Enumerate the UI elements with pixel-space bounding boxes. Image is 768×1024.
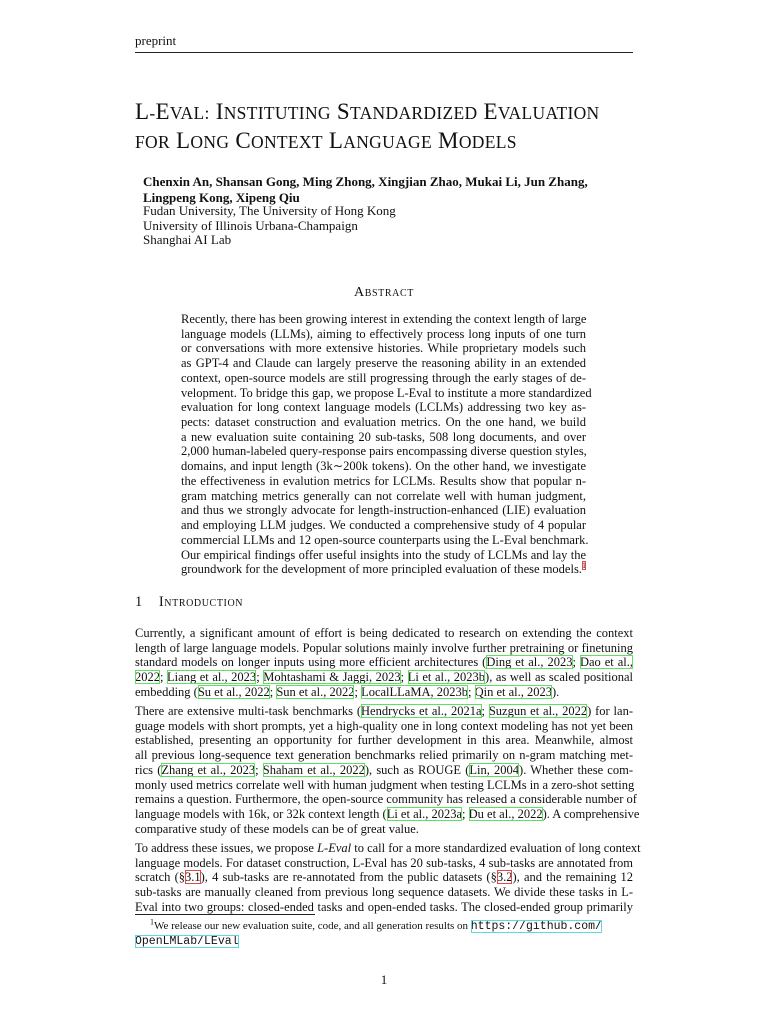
footnote-mark: 1 — [150, 917, 154, 927]
footnote-line-2 — [135, 934, 633, 949]
text-line: established, presenting an opportunity for further development in this area. Meanwhile, almost — [135, 733, 633, 748]
citation-link[interactable]: Du et al., 2022 — [468, 806, 543, 821]
abstract-line: velopment. To bridge this gap, we propose L-Eval to institute a more standardized — [181, 385, 592, 400]
footnote-marker-link[interactable]: 1 — [581, 561, 586, 571]
footnote-url-link-cont[interactable]: OpenLMLab/LEval — [135, 935, 239, 948]
text-line: monly used metrics correlate well with human judgment when testing LCLMs in a zero-shot setting — [135, 777, 635, 792]
citation-link[interactable]: Sun et al., 2022 — [276, 684, 355, 699]
abstract-line: Our empirical findings offer useful insights into the study of LCLMs and lay the — [181, 547, 586, 562]
affiliation-2: University of Illinois Urbana-Champaign — [143, 217, 358, 233]
text-line: Eval into two groups: closed-ended tasks and open-ended tasks. The closed-ended group primarily — [135, 899, 633, 914]
author-list — [143, 174, 613, 206]
abstract-line: pects: dataset construction and evaluation metrics. On the one hand, we build — [181, 415, 586, 430]
abstract-line: 2,000 human-labeled query-response pairs encompassing diverse question styles, — [181, 444, 587, 459]
citation-link[interactable]: 2022 — [135, 670, 160, 685]
citation-link[interactable]: Mohtashami & Jaggi, 2023 — [263, 670, 401, 685]
citation-link[interactable]: Li et al., 2023b — [407, 670, 486, 685]
title-line-2: FOR LONG CONTEXT LANGUAGE MODELS — [135, 128, 517, 153]
text-line: To address these issues, we propose L-Eval to call for a more standardized evaluation of long context — [135, 841, 641, 855]
text-line: language models. For dataset construction, L-Eval has 20 sub-tasks, 4 sub-tasks are annotated from — [135, 855, 633, 870]
text-line: language models with 16k, or 32k context length (Li et al., 2023a; Du et al., 2022). A comprehensive — [135, 806, 640, 821]
emphasis: L-Eval — [317, 841, 352, 855]
author-line-2: Lingpeng Kong, Xipeng Qiu — [143, 190, 300, 205]
abstract-line: context, open-source models are still progressing through the early stages of de- — [181, 370, 586, 385]
abstract-line: and employing LLM judges. We conducted a comprehensive study of 4 popular — [181, 518, 586, 533]
affiliations — [143, 204, 613, 248]
text-line: all previous long-sequence text generation benchmarks relied primarily on n-gram matching met- — [135, 748, 633, 763]
abstract-line: domains, and input length (3k∼200k tokens). On the other hand, we investigate — [181, 459, 586, 474]
affiliation-1: Fudan University, The University of Hong Kong — [143, 203, 396, 218]
abstract-line: groundwork for the development of more principled evaluation of these models.$^1$ — [181, 561, 586, 577]
footnote-text: We release our new evaluation suite, code, and all generation results on — [154, 920, 469, 932]
text-line: remains a question. Furthermore, the open-source community has released a considerable number of — [135, 792, 637, 807]
citation-link[interactable]: Dao et al., — [579, 655, 633, 670]
citation-link[interactable]: Lin, 2004 — [469, 762, 520, 777]
text-line: length of large language models. Popular solutions mainly involve further pretraining or finetuning — [135, 640, 633, 655]
section-number: 1 — [135, 594, 143, 610]
text-line: Currently, a significant amount of effort is being dedicated to research on extending the context — [135, 626, 633, 640]
text-line: 2022; Liang et al., 2023; Mohtashami & Jaggi, 2023; Li et al., 2023b), as well as scaled positional — [135, 670, 634, 685]
citation-link[interactable]: Qin et al., 2023 — [474, 684, 553, 699]
abstract-heading: Abstract — [354, 285, 414, 300]
author-line-1: Chenxin An, Shansan Gong, Ming Zhong, Xingjian Zhao, Mukai Li, Jun Zhang, — [143, 174, 588, 189]
intro-paragraph-2 — [135, 704, 640, 836]
abstract-line: or conversations with more extensive histories. While proprietary models such — [181, 341, 586, 356]
section-ref-link[interactable]: 3.1 — [185, 870, 201, 885]
footnote — [135, 919, 633, 949]
running-head: preprint — [135, 33, 633, 53]
text-line: embedding (Su et al., 2022; Sun et al., 2022; LocalLLaMA, 2023b; Qin et al., 2023). — [135, 684, 560, 699]
abstract-line: Recently, there has been growing interest in extending the context length of large — [181, 312, 587, 326]
citation-link[interactable]: Li et al., 2023a — [386, 806, 463, 821]
citation-link[interactable]: Liang et al., 2023 — [167, 670, 257, 685]
abstract-body — [181, 312, 592, 577]
abstract-line: as GPT-4 and Claude can largely preserve the reasoning ability in an extended — [181, 356, 586, 371]
footnote-rule — [135, 914, 315, 915]
citation-link[interactable]: Hendrycks et al., 2021a — [361, 704, 482, 718]
abstract-line: a new evaluation suite containing 20 sub-tasks, 508 long documents, and over — [181, 429, 586, 444]
section-ref-link[interactable]: 3.2 — [496, 870, 513, 885]
citation-link[interactable]: Zhang et al., 2023 — [161, 762, 256, 777]
citation-link[interactable]: Suzgun et al., 2022 — [488, 704, 588, 718]
citation-link[interactable]: Su et al., 2022 — [197, 684, 270, 699]
text-line: standard models on longer inputs using more efficient architectures (Ding et al., 2023; Dao et al., — [135, 655, 633, 670]
text-line: There are extensive multi-task benchmarks (Hendrycks et al., 2021a; Suzgun et al., 2022) for lan- — [135, 704, 633, 718]
abstract-line: and thus we strongly advocate for length-instruction-enhanced (LIE) evaluation — [181, 503, 586, 518]
citation-link[interactable]: Shaham et al., 2022 — [262, 762, 365, 777]
text-line: rics (Zhang et al., 2023; Shaham et al., 2022), such as ROUGE (Lin, 2004). Whether these com- — [135, 762, 633, 777]
abstract-line: language models (LLMs), aiming to effectively process long inputs of one turn — [181, 326, 586, 341]
text-line: sub-tasks are manually cleaned from previous long sequence datasets. We divide these tasks in L- — [135, 885, 633, 900]
page-number: 1 — [380, 972, 388, 987]
intro-paragraph-1 — [135, 626, 633, 700]
intro-paragraph-3 — [135, 841, 641, 915]
affiliation-3: Shanghai AI Lab — [143, 232, 232, 248]
footnote-line-1 — [135, 919, 633, 934]
section-heading-introduction — [135, 594, 243, 611]
footnote-url-link[interactable]: https://github.com/ — [470, 920, 602, 933]
text-line: guage models with short prompts, yet a high-quality one in long context modeling has not yet been — [135, 718, 633, 733]
abstract-line: evaluation for long context language models (LCLMs) addressing two key as- — [181, 400, 586, 415]
abstract-line: gram matching metrics generally can not correlate well with human judgment, — [181, 488, 586, 503]
text-line: comparative study of these models can be of great value. — [135, 821, 419, 836]
paper-title — [135, 98, 645, 156]
abstract-line: the effectiveness in evalution metrics for LCLMs. Results show that popular n- — [181, 473, 586, 488]
abstract-line: commercial LLMs and 12 open-source counterparts using the L-Eval benchmark. — [181, 532, 589, 547]
citation-link[interactable]: Ding et al., 2023 — [486, 655, 573, 670]
section-title: Introduction — [158, 594, 244, 610]
citation-link[interactable]: LocalLLaMA, 2023b — [361, 684, 468, 699]
text-line: scratch (§3.1), 4 sub-tasks are re-annotated from the public datasets (§3.2), and the remaining 12 — [135, 870, 633, 885]
title-line-1: L-EVAL: INSTITUTING STANDARDIZED EVALUATION — [135, 99, 600, 124]
